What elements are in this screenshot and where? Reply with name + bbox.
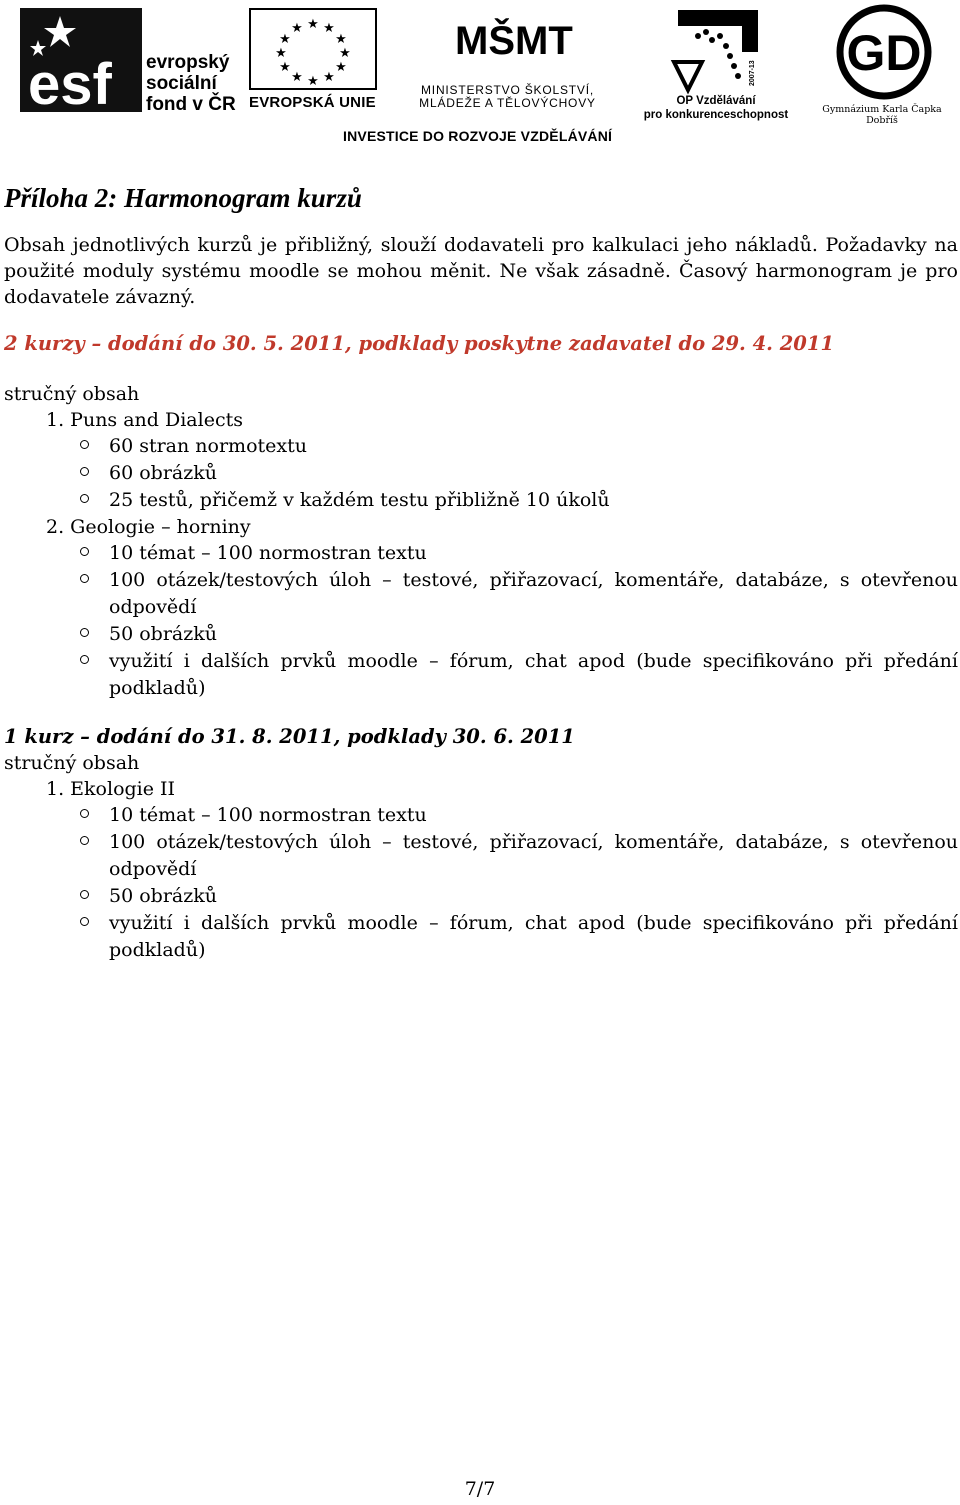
circle-bullet-icon xyxy=(80,917,89,926)
msmt-logo xyxy=(455,16,573,80)
gd-caption-line-2: Dobříš xyxy=(866,115,898,126)
course-items xyxy=(4,540,958,702)
list-item-text: 60 obrázků xyxy=(109,462,217,484)
list-item xyxy=(4,802,958,829)
circle-bullet-icon xyxy=(80,440,89,449)
gd-logo xyxy=(834,4,934,100)
svg-text:★: ★ xyxy=(291,70,303,85)
svg-text:★: ★ xyxy=(291,21,303,36)
list-item-text: 100 otázek/testových úloh – testové, přiřazovací, komentáře, databáze, s otevřenou odpovědí xyxy=(109,831,958,880)
list-item-text: 25 testů, přičemž v každém testu přibližně 10 úkolů xyxy=(109,489,610,511)
investice-tagline: INVESTICE DO ROZVOJE VZDĚLÁVÁNÍ xyxy=(343,128,613,144)
op-caption xyxy=(636,94,796,122)
msmt-caption-line-2: MLÁDEŽE A TĚLOVÝCHOVY xyxy=(419,96,596,110)
svg-text:★: ★ xyxy=(335,60,347,75)
gd-caption xyxy=(820,104,944,126)
svg-text:★: ★ xyxy=(339,46,351,61)
circle-bullet-icon xyxy=(80,494,89,503)
circle-bullet-icon xyxy=(80,890,89,899)
circle-bullet-icon xyxy=(80,836,89,845)
circle-bullet-icon xyxy=(80,467,89,476)
circle-bullet-icon xyxy=(80,547,89,556)
section-1-label: stručný obsah xyxy=(4,383,140,405)
op-logo xyxy=(668,6,764,92)
list-item xyxy=(4,910,958,964)
esf-caption xyxy=(146,52,236,115)
svg-text:★: ★ xyxy=(275,46,287,61)
circle-bullet-icon xyxy=(80,809,89,818)
esf-line-1: evropský xyxy=(146,52,230,73)
list-item xyxy=(4,433,958,460)
msmt-caption-line-1: MINISTERSTVO ŠKOLSTVÍ, xyxy=(421,83,594,97)
course-title: 2. Geologie – horniny xyxy=(46,516,251,538)
esf-line-2: sociální xyxy=(146,73,217,94)
document-body xyxy=(4,178,958,964)
msmt-caption xyxy=(405,84,610,110)
course-items xyxy=(4,433,958,514)
list-item-text: využití i dalších prvků moodle – fórum, chat apod (bude specifikováno při předání podkladů) xyxy=(109,912,958,961)
list-item xyxy=(4,487,958,514)
list-item-text: 50 obrázků xyxy=(109,885,217,907)
list-item-text: 50 obrázků xyxy=(109,623,217,645)
list-item xyxy=(4,883,958,910)
list-item-text: 10 témat – 100 normostran textu xyxy=(109,542,427,564)
list-item xyxy=(4,540,958,567)
svg-text:★: ★ xyxy=(307,17,319,32)
list-item-text: 100 otázek/testových úloh – testové, přiřazovací, komentáře, databáze, s otevřenou odpovědí xyxy=(109,569,958,618)
course-title: 1. Ekologie II xyxy=(46,778,176,800)
intro-paragraph: Obsah jednotlivých kurzů je přibližný, slouží dodavateli pro kalkulaci jeho nákladů. Požadavky na použité moduly systému moodle se mohou měnit. Ne však zásadně. Časový harmonogram je pro dodavatele závazný. xyxy=(4,234,958,308)
section-2-heading: 1 kurz – dodání do 31. 8. 2011, podklady 30. 6. 2011 xyxy=(4,725,575,748)
circle-bullet-icon xyxy=(80,574,89,583)
list-item-text: 10 témat – 100 normostran textu xyxy=(109,804,427,826)
esf-logo-text: esf xyxy=(28,52,112,117)
svg-text:★: ★ xyxy=(279,60,291,75)
svg-text:★: ★ xyxy=(323,21,335,36)
svg-text:★: ★ xyxy=(323,70,335,85)
list-item xyxy=(4,648,958,702)
circle-bullet-icon xyxy=(80,655,89,664)
section-2-label: stručný obsah xyxy=(4,752,140,774)
op-years: 2007-13 xyxy=(749,60,756,86)
eu-caption: EVROPSKÁ UNIE xyxy=(249,94,376,111)
op-caption-line-2: pro konkurenceschopnost xyxy=(643,109,789,121)
op-caption-line-1: OP Vzdělávání xyxy=(676,95,756,107)
list-item-text: využití i dalších prvků moodle – fórum, chat apod (bude specifikováno při předání podkladů) xyxy=(109,650,958,699)
gd-caption-line-1: Gymnázium Karla Čapka xyxy=(822,104,942,115)
course-items xyxy=(4,802,958,964)
section-1-heading: 2 kurzy – dodání do 30. 5. 2011, podklady poskytne zadavatel do 29. 4. 2011 xyxy=(4,332,835,355)
list-item xyxy=(4,460,958,487)
msmt-logo-text: MŠMT xyxy=(455,19,573,63)
page-number: 7/7 xyxy=(464,1478,496,1500)
list-item xyxy=(4,829,958,883)
list-item-text: 60 stran normotextu xyxy=(109,435,307,457)
eu-flag-logo xyxy=(249,8,377,90)
gd-logo-text: GD xyxy=(846,25,922,81)
page-title: Příloha 2: Harmonogram kurzů xyxy=(4,183,362,213)
circle-bullet-icon xyxy=(80,628,89,637)
svg-text:★: ★ xyxy=(279,32,291,47)
list-item xyxy=(4,567,958,621)
svg-text:★: ★ xyxy=(307,74,319,89)
esf-logo xyxy=(20,8,142,117)
list-item xyxy=(4,621,958,648)
svg-text:★: ★ xyxy=(335,32,347,47)
course-title: 1. Puns and Dialects xyxy=(46,409,243,431)
logo-header xyxy=(0,0,960,150)
esf-line-3: fond v ČR xyxy=(146,94,236,115)
